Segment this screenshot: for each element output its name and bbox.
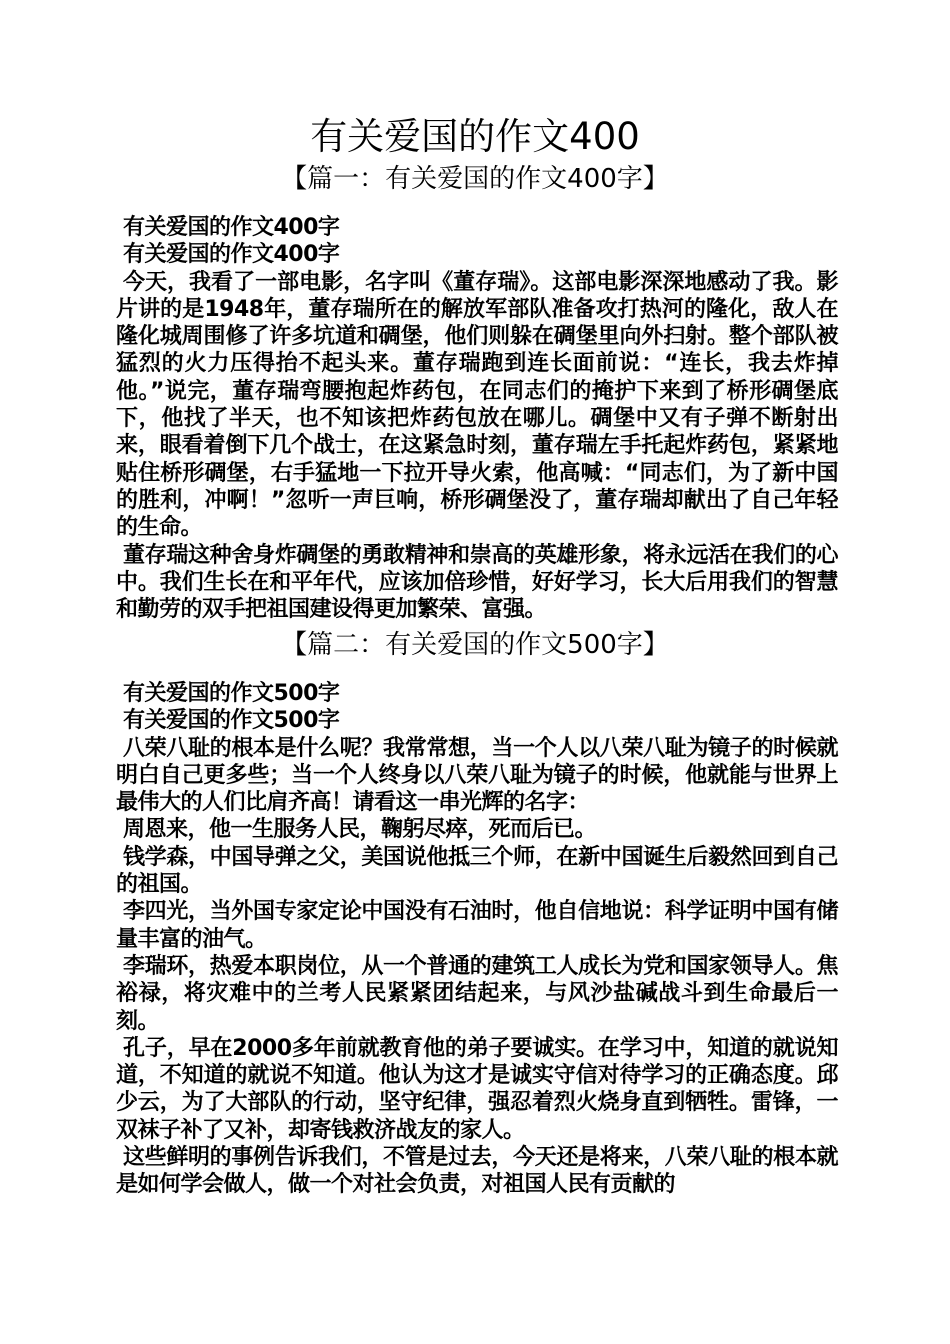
section-2-paragraph: 八荣八耻的根本是什么呢？我常常想，当一个人以八荣八耻为镜子的时候就明白自己更多些；当一个人终身以八荣八耻为镜子的时候，他就能与世界上最伟大的人们比肩齐高！请看这一串光辉的名字：	[116, 735, 838, 816]
section-2-paragraph: 李四光，当外国专家定论中国没有石油时，他自信地说：科学证明中国有储量丰富的油气。	[116, 899, 838, 952]
section-2-paragraph: 这些鲜明的事例告诉我们，不管是过去，今天还是将来，八荣八耻的根本就是如何学会做人，做一个对社会负责，对祖国人民有贡献的	[116, 1145, 838, 1198]
section-1-heading: 【篇一：有关爱国的作文400字】	[281, 164, 669, 194]
section-2-paragraph: 钱学森，中国导弹之父，美国说他抵三个师，在新中国诞生后毅然回到自己的祖国。	[116, 844, 838, 898]
section-1-subtitle: 有关爱国的作文400字	[123, 215, 340, 240]
section-2-paragraph: 孔子，早在2000多年前就教育他的弟子要诚实。在学习中，知道的就说知道，不知道的就说不知道。他认为这才是诚实守信对待学习的正确态度。邱少云，为了大部队的行动，坚守纪律，强忍着烈火烧身直到牺牲。雷锋，一双袜子补了又补，却寄钱救济战友的家人。	[116, 1035, 838, 1143]
section-2-subtitle: 有关爱国的作文500字	[123, 708, 340, 734]
section-2-body	[116, 680, 838, 1199]
section-2-heading: 【篇二：有关爱国的作文500字】	[281, 630, 669, 660]
section-2-paragraph: 李瑞环，热爱本职岗位，从一个普通的建筑工人成长为党和国家领导人。焦裕禄，将灾难中的兰考人民紧紧团结起来，与风沙盐碱战斗到生命最后一刻。	[116, 953, 838, 1034]
section-1-body	[116, 214, 838, 623]
page-title: 有关爱国的作文400	[310, 115, 640, 158]
section-1-subtitle: 有关爱国的作文400字	[123, 242, 340, 268]
section-2-subtitle: 有关爱国的作文500字	[123, 681, 340, 706]
section-1-paragraph: 今天，我看了一部电影，名字叫《董存瑞》。这部电影深深地感动了我。影片讲的是1948年，董存瑞所在的解放军部队准备攻打热河的隆化，敌人在隆化城周围修了许多坑道和碉堡，他们则躲在碉堡里向外扫射。整个部队被猛烈的火力压得抬不起头来。董存瑞跑到连长面前说：“连长，我去炸掉他。”说完，董存瑞弯腰抱起炸药包，在同志们的掩护下来到了桥形碉堡底下，他找了半天，也不知该把炸药包放在哪儿。碉堡中又有子弹不断射出来，眼看着倒下几个战士，在这紧急时刻，董存瑞左手托起炸药包，紧紧地贴住桥形碉堡，右手猛地一下拉开导火索，他高喊：“同志们，为了新中国的胜利，冲啊！”忽听一声巨响，桥形碉堡没了，董存瑞却献出了自己年轻的生命。	[116, 269, 838, 541]
section-1-paragraph: 董存瑞这种舍身炸碉堡的勇敢精神和崇高的英雄形象，将永远活在我们的心中。我们生长在和平年代，应该加倍珍惜，好好学习，长大后用我们的智慧和勤劳的双手把祖国建设得更加繁荣、富强。	[116, 542, 838, 623]
section-2-paragraph: 周恩来，他一生服务人民，鞠躬尽瘁，死而后已。	[123, 817, 597, 843]
